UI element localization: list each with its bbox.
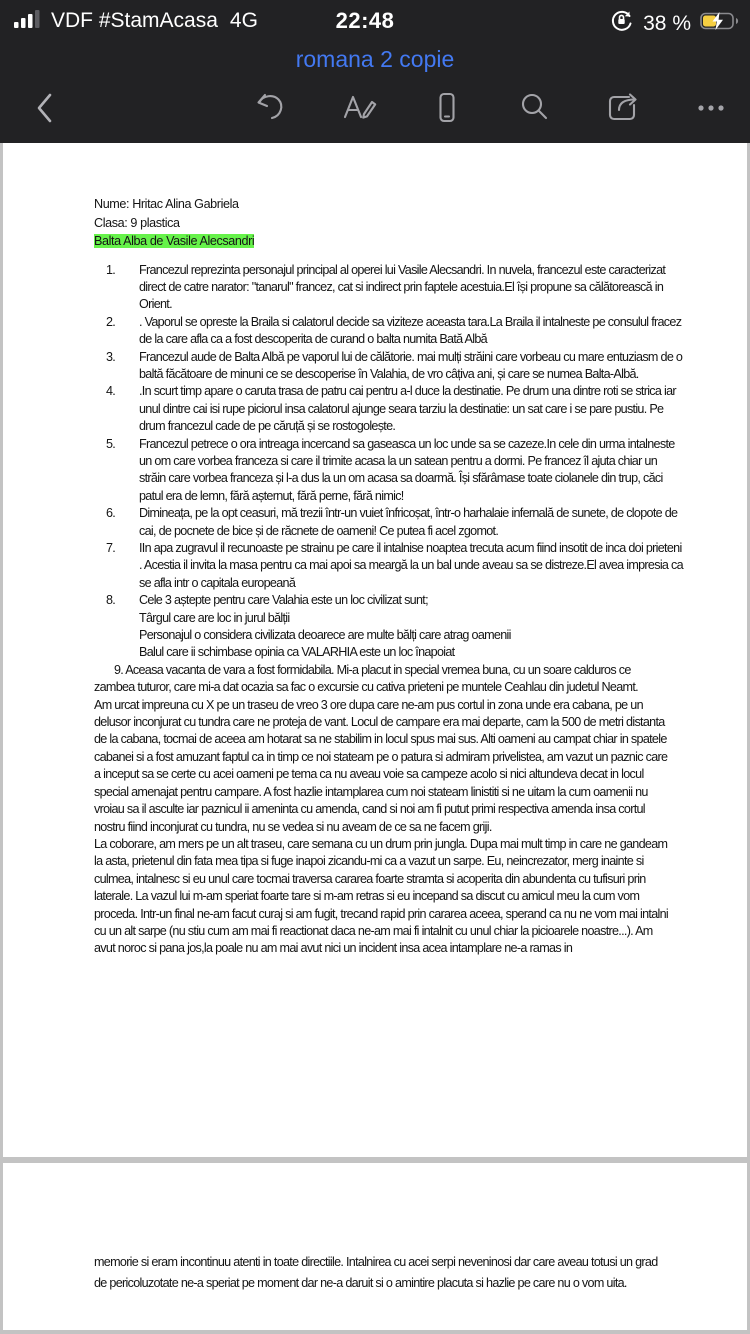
toolbar (0, 76, 750, 143)
ellipsis-icon (694, 91, 728, 125)
list-item-text: IIn apa zugravul il recunoaste pe strainu pe care il intalnise noaptea trecuta acum fiind insotit de inca doi prieteni . Acestia il invita la masa pentru ca mai apoi sa meargă la un bal unde aveau sa se distreze.El avea impresia ca se afla intr o capitala europeană (139, 541, 683, 590)
list-item (94, 383, 686, 435)
list-item-number: 3. (106, 349, 116, 364)
list-item-text: Francezul petrece o ora intreaga incercand sa gaseasca un loc unde sa se cazeze.In cele din urma intalneste un om care vorbea franceza si care il trimite acasa la un satean pentru a dormi. Pe francez îl ajuta chiar un străin care vorbea franceza și l-a dus la un om acasa sa doarmă. Își sfărâmase toate ciolanele din trup, căci patul era de lemn, fără așternut, fără perne, fără nimic! (139, 436, 675, 503)
clock: 22:48 (335, 8, 395, 33)
more-button[interactable] (692, 89, 730, 127)
list-item-number: 5. (106, 436, 116, 451)
list-item (94, 592, 686, 609)
essay-paragraph: 9. Aceasa vacanta de vara a fost formidabila. Mi-a placut in special vremea buna, cu un soare calduros ce zambea tuturor, care mi-a dat ocazia sa fac o excursie cu cativa prieteni pe muntele Ceahlau din judetul Neamt. (94, 662, 638, 695)
back-button[interactable] (28, 90, 64, 126)
list-item (94, 505, 686, 540)
phone-icon (429, 90, 465, 126)
document-title: romana 2 copie (295, 46, 455, 72)
list-item-number: 6. (106, 506, 116, 521)
student-name-line: Nume: Hritac Alina Gabriela (94, 197, 239, 211)
numbered-list (94, 262, 686, 662)
share-button[interactable] (604, 89, 642, 127)
list-item-text: Cele 3 aștepte pentru care Valahia este un loc civilizat sunt; (139, 593, 428, 608)
app-header (0, 0, 750, 143)
list-subline: Personajul o considera civilizata deoarece are multe bălți care atrag oamenii (139, 628, 511, 643)
list-item (94, 540, 686, 592)
phone-status-bar (0, 0, 750, 44)
list-item (94, 314, 686, 349)
network-type-label: 4G (229, 9, 258, 32)
share-icon (604, 89, 642, 127)
list-item-number: 1. (106, 262, 116, 277)
essay-paragraph: La coborare, am mers pe un alt traseu, care semana cu un drum prin jungla. Dupa mai mult timp in care ne gandeam la asta, prietenul din fata mea tipa si fuge inapoi zicandu-mi ca a vazut un sarpe. Eu, neincrezator, merg inainte si culmea, intalnesc si eu unul care tocmai traversa cararea foarte stramta si acoperita din abundenta cu tufisuri prin laterale. La vazul lui m-am speriat foarte tare si m-am retras si eu incepand sa discut cu amicul meu la cum vom proceda. Intr-un final ne-am facut curaj si am fugit, trecand rapid prin cararea aceea, sperand ca nu ne vom mai intalni cu un alt sarpe (nu stiu cum am mai fi reactionat daca ne-am mai fi intalnit cu unul chiar la picioarele noastre...). Am avut noroc si pana jos,la poale nu am mai avut nici un incident insa acea intamplare ne-a ramas in (94, 836, 669, 956)
undo-icon (253, 90, 289, 126)
format-button[interactable] (340, 89, 378, 127)
essay-paragraph-continued: memorie si eram incontinuu atenti in toate directiile. Intalnirea cu acei serpi neveninosi dar care aveau totusi un grad de pericoluzotate ne-a speriat pe moment dar ne-a daruit si o amintire placuta si hazlie pe care nu o vom uita. (94, 1255, 658, 1290)
rotation-lock-icon (609, 8, 634, 39)
document-area (0, 143, 750, 1334)
essay-title-line (94, 232, 747, 251)
format-text-icon (340, 89, 378, 127)
list-item-number: 2. (106, 314, 116, 329)
list-subline: Balul care ii schimbase opinia ca VALARHIA este un loc înapoiat (139, 645, 455, 660)
search-button[interactable] (516, 89, 554, 127)
list-item (94, 349, 686, 384)
document-page-1[interactable] (3, 143, 747, 1157)
list-subline: Târgul care are loc in jurul bălții (139, 610, 290, 625)
carrier-label: VDF #StamAcasa (51, 9, 218, 32)
battery-icon (700, 11, 740, 37)
list-item (94, 262, 686, 314)
class-line: Clasa: 9 plastica (94, 215, 180, 230)
search-icon (517, 90, 553, 126)
list-item-number: 8. (106, 593, 116, 608)
list-item-number: 7. (106, 541, 116, 555)
highlighted-title: Balta Alba de Vasile Alecsandri (94, 234, 255, 248)
list-item-text: .In scurt timp apare o caruta trasa de patru cai pentru a-l duce la destinatie. Pe drum una dintre roti se strica iar unul dintre cai isi rupe piciorul insa calatorul ajunge seara tarziu la destinatie: un sat care i se pare pustiu. Pe drum francezul cade de pe căruță și se rostogolește. (139, 384, 676, 434)
list-item-text: Dimineața, pe la opt ceasuri, mă trezii într-un vuiet înfricoșat, într-o harhalaie infernală de sunete, de clopote de cai, de pocnete de bice și de răcnete de oameni! Ce putea fi acel zgomot. (139, 506, 678, 538)
list-item-text: . Vaporul se opreste la Braila si calatorul decide sa viziteze aceasta tara.La Braila il intalneste pe consulul fracez de la care afla ca a fost descoperita de curand o balta numita Bată Albă (139, 314, 682, 347)
list-item-number: 4. (106, 384, 116, 399)
list-item (94, 436, 686, 506)
document-page-2[interactable] (3, 1163, 747, 1330)
list-item-text: Francezul aude de Balta Albă pe vaporul lui de călătorie. mai mulți străini care vorbeau cu mare entuziasm de o baltă făcătoare de minuni ce se descoperise în Valahia, de vro câțiva ani, și care se numea Balta-Albă. (139, 349, 683, 381)
essay-paragraph: Am urcat impreuna cu X pe un traseu de vreo 3 ore dupa care ne-am pus cortul in zona unde era cabana, pe un delusor inconjurat cu tundra care ne proteja de vant. Locul de campare era mai departe, cam la 500 de metri distanta de la cabana, tocmai de aceea am hotarat sa ne stabilim in locul spus mai sus. Alti oameni au campat chiar in spatele cabanei si a fost amuzant faptul ca in timp ce noi stateam pe o patura si admiram privelistea, am vazut un paznic care a inceput sa se certe cu acei oameni pe tema ca nu aveau voie sa campeze acolo si nici altundeva decat in locul special amenajat pentru campare. A fost hazlie intamplarea cum noi stateam linistiti si ne uitam la cum oamenii nu vroiau sa il asculte iar paznicul ii ameninta cu amenda, cand si noi am fi putut primi respectiva amenda insa cortul nostru fiind inconjurat cu tundra, nu se vedea si nu aveam de ce sa ne facem griji. (94, 697, 668, 834)
undo-button[interactable] (252, 89, 290, 127)
device-preview-button[interactable] (428, 89, 466, 127)
essay-body (94, 662, 672, 958)
list-item-text: Francezul reprezinta personajul principal al operei lui Vasile Alecsandri. In nuvela, francezul este caracterizat direct de catre narator: "tanarul" francez, cat si indirect prin faptele acestuia.El își propune sa călătorească in Orient. (139, 262, 666, 312)
battery-percent: 38 % (643, 11, 691, 35)
